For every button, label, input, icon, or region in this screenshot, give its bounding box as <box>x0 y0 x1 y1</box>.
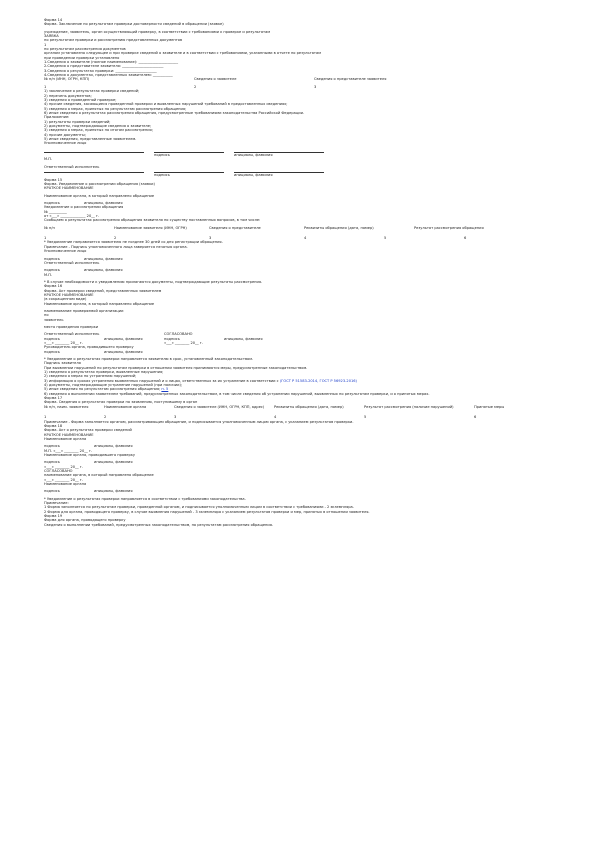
intro-line: 1 <box>44 42 47 47</box>
form-15-intro: Сообщаем о результатах рассмотрения обращения заявителя по существу поставленных вопросов, в том числе: <box>44 218 261 223</box>
notes-line: При выявлении нарушений по результатам проверки в отношении заявителя принимаются меры, предусмотренные законодательством. <box>44 365 308 370</box>
signature-caption: подпись <box>164 336 180 341</box>
form-18-line: «___» ________ 20__ г. <box>44 477 83 482</box>
signature-caption: инициалы, фамилия <box>84 268 123 273</box>
signature-caption: подпись <box>154 152 170 157</box>
table-cell: 5 <box>384 236 387 241</box>
table-header-cell: Сведения о заявителе (ИНН, ОГРН, КПП, адрес) <box>174 404 265 409</box>
item-line: 3.Сведения о результатах проверки: _______________________ <box>44 68 157 73</box>
intro-line: при проведении проверки установлено <box>44 55 120 60</box>
table-header-cell: Наименование органа <box>104 404 147 409</box>
signature-caption: Ответственный исполнитель <box>44 164 100 169</box>
signature-caption: подпись <box>44 349 60 354</box>
notes-line: 6) сведения о выполнении заявителем требований, предусмотренных законодательством, в том числе сведения об устранении нарушений, выявленных по результатам проверки, и о принятых мерах. <box>44 391 430 396</box>
form-15-subtitle: Форма. Уведомление о рассмотрении обращения (заявки) <box>44 182 155 187</box>
form-18-line: Наименование органа <box>44 481 87 486</box>
form-18-line: СОГЛАСОВАНО <box>44 468 73 473</box>
item-line: 1.Сведения о заявителе (полное наименование): ______________________ <box>44 60 178 65</box>
form-18-subtitle: Форма. Акт о результатах проверки сведений <box>44 428 132 433</box>
signature-caption: подпись <box>44 268 60 273</box>
form-15-note: Примечание - Подпись уполномоченного лица заверяется печатью органа. <box>44 244 188 249</box>
form-15-code: КРАТКОЕ НАИМЕНОВАНИЕ <box>44 186 94 191</box>
notes-text: 5) иные сведения по результатам рассмотрения обращения; <box>44 387 161 392</box>
table-cell: 3 <box>314 84 317 89</box>
signature-caption: Ответственный исполнитель <box>44 332 100 337</box>
intro-line: ЗАЯВКА <box>44 34 59 39</box>
tail-line: Сведения о выполнении требований, предусмотренных законодательством, по результатам рассмотрения обращения. <box>44 522 274 527</box>
signature-caption: Ответственный исполнитель <box>44 260 100 265</box>
list-item: 1) заключение о результатах проверки сведений; <box>44 89 140 94</box>
signature-caption: подпись <box>44 444 60 449</box>
notes-line: 4) документы, подтверждающие устранение нарушений (при наличии); <box>44 383 183 388</box>
table-header-cell: Сведения о заявителе <box>194 77 237 82</box>
signature-caption: инициалы, фамилия <box>84 201 123 206</box>
list-item: 6) иные сведения о результатах рассмотрения обращения, предусмотренные требованиями законодательства Российской Федерации. <box>44 110 305 115</box>
table-cell: 1 <box>44 84 47 89</box>
table-3-numbers <box>44 415 551 419</box>
signature-caption: инициалы, фамилия <box>94 489 133 494</box>
list-item: 4) прочие сведения, касающиеся проведенной проверки и выявленных нарушений требований в предоставленных сведениях; <box>44 102 288 107</box>
form-16-line: место проведения проверки <box>44 324 99 329</box>
form-16-heading: Форма 16 <box>44 284 63 289</box>
form-14-subtitle: Форма. Заключение по результатам проверки достоверности сведений в обращении (заявке) <box>44 22 224 27</box>
form-16-line: заявитель <box>44 317 64 322</box>
form-15-line: Уведомление о рассмотрении обращения <box>44 205 124 210</box>
tail-line: Форма для органа, проводящего проверку <box>44 518 126 523</box>
form-19-heading: Форма 19 <box>44 514 63 519</box>
signature-caption: подпись <box>154 173 170 178</box>
list-item: 3) сведения о проведенной проверке; <box>44 97 117 102</box>
signature-caption: инициалы, фамилия <box>104 349 143 354</box>
form-17-note: Примечание - Форма заполняется органом, рассматривающим обращение, и подписывается уполномоченным лицом органа, с указанием результатов проверки. <box>44 419 354 424</box>
signature-caption: инициалы, фамилия <box>94 444 133 449</box>
table-cell: 4 <box>304 236 307 241</box>
signature-caption: Уполномоченное лицо <box>44 249 87 254</box>
signature-org: Уполномоченное лицо <box>44 141 87 146</box>
notes-line: 2) сведения о мерах по устранению нарушений; <box>44 374 137 379</box>
stamp-mark: М.П. <box>44 272 53 277</box>
signature-caption: подпись <box>44 256 60 261</box>
form-17-subtitle: Форма. Сведения о результатах проверки по заявлению, поступившему в орган <box>44 400 198 405</box>
form-15-line: от «___» ______________ 20__ г. <box>44 214 100 219</box>
table-header-cell: Наименование заявителя (ИНН, ОГРН) <box>114 225 187 230</box>
attach-item: 1) результаты проверки сведений; <box>44 119 111 124</box>
table-header-cell: Результат рассмотрения (наличие нарушений) <box>364 404 454 409</box>
tail-line: * Уведомление о результатах проверки направляется в соответствии с требованиями законодательства. <box>44 496 246 501</box>
table-1-header <box>44 77 551 81</box>
notes-line: 1) сведения о результатах проверки, выявленные нарушения; <box>44 370 164 375</box>
date-line: «___» ________ 20__ г. <box>164 341 203 345</box>
attach-label: Приложение: <box>44 115 70 120</box>
table-cell: 2 <box>194 84 197 89</box>
form-15-note: * Уведомление направляется заявителю не позднее 30 дней со дня регистрации обращения. <box>44 240 223 245</box>
list-item: 2) перечень документов; <box>44 93 92 98</box>
intro-line: учреждение, заявитель, орган осуществляющий проверку, в соответствии с требованиями к проверке и результатам <box>44 29 271 34</box>
form-18-heading: Форма 18 <box>44 423 63 428</box>
signature-caption: подпись <box>44 460 60 465</box>
signature-caption: инициалы, фамилия <box>224 336 263 341</box>
form-15-heading: Форма 15 <box>44 177 63 182</box>
table-header-cell: № п/п, наим. заявителя <box>44 404 89 409</box>
form-16-line: Наименование органа, в который направлено обращение <box>44 301 155 306</box>
attach-item: 3) сведения о мерах, принятых по итогам рассмотрения; <box>44 128 153 133</box>
form-16-line: наименование проверяемой организации <box>44 308 124 313</box>
clause-link[interactable]: п. 5 <box>161 387 169 392</box>
table-header-cell: Результат рассмотрения обращения <box>414 225 484 230</box>
date-line: «___» ________ 20__ г. <box>44 341 83 345</box>
table-cell: 5 <box>364 415 367 420</box>
form-18-line: наименование органа, в который направлено обращение <box>44 473 154 478</box>
table-cell: 6 <box>474 415 477 420</box>
form-16-subtitle: Форма. Акт проверки сведений, представленных заявителем <box>44 288 162 293</box>
form-15-footnote: * В случае необходимости к уведомлению прилагаются документы, подтверждающие результаты рассмотрения. <box>44 279 263 284</box>
table-header-cell: № п/п (ИНН, ОГРН, КПП) <box>44 77 90 82</box>
signature-caption: инициалы, фамилия <box>234 173 273 178</box>
table-cell: 2 <box>114 236 117 241</box>
table-header-cell: Реквизиты обращения (дата, номер) <box>274 404 344 409</box>
signature-caption: инициалы, фамилия <box>84 256 123 261</box>
stamp-mark: М.П. <box>44 157 53 162</box>
signature-caption: инициалы, фамилия <box>104 336 143 341</box>
table-header-cell: № п/п <box>44 225 55 230</box>
intro-line: по результатам рассмотрения документов <box>44 47 126 52</box>
form-16-code: (в сокращенном виде) <box>44 297 87 302</box>
form-18-line: М.П. «___» ________ 20__ г. <box>44 448 93 453</box>
notes-line: * Уведомление о результатах проверки направляется заявителю в срок, установленный законодательством. <box>44 357 254 362</box>
table-cell: 4 <box>274 415 277 420</box>
table-cell: 1 <box>44 236 47 241</box>
signature-caption: подпись <box>44 489 60 494</box>
signature-caption: подпись <box>44 336 60 341</box>
table-3-header <box>44 405 551 409</box>
item-line: 2.Сведения о представителе заявителя: _______________________ <box>44 64 164 69</box>
table-2-header <box>44 226 551 230</box>
notes-line: Подпись заявителя <box>44 361 81 366</box>
intro-line: по результатам проверки и рассмотрению представленных документов <box>44 38 183 43</box>
attach-item: 2) документы, подтверждающие сведения о заявителе; <box>44 123 152 128</box>
form-15-line: № __________ <box>44 209 67 214</box>
attach-item: 4) прочие документы; <box>44 132 86 137</box>
table-cell: 6 <box>464 236 467 241</box>
list-item: 5) сведения о мерах, принятых по результатам рассмотрения обращения; <box>44 106 187 111</box>
form-16-bottom: Руководитель органа, проводившего проверку <box>44 345 134 350</box>
tail-line: 2 Форма для органа, проводящего проверку, в случае выявления нарушений - 3 экземпляра с указанием результатов проверки и мер, принятых в отношении заявителя. <box>44 509 370 514</box>
standard-link[interactable]: (ГОСТ Р 51583-2014, ГОСТ Р 56923-2016) <box>279 378 357 383</box>
attach-item: 5) иные сведения, представленные заявителем. <box>44 136 137 141</box>
intro-line: органом установлено следующее и при проверке сведений о заявителе и в соответствии с требованиями, указанными в отчете по результатам <box>44 51 321 56</box>
form-15-line: Наименование органа, в который направлено обращение <box>44 193 155 198</box>
table-cell: 3 <box>209 236 212 241</box>
table-cell: 2 <box>104 415 107 420</box>
form-18-line: «___» ________ 20__ г. <box>44 464 83 469</box>
form-14-heading: Форма 14 <box>44 18 63 22</box>
form-18-code: КРАТКОЕ НАИМЕНОВАНИЕ <box>44 432 94 437</box>
table-header-cell: Сведения о представителе <box>209 225 261 230</box>
form-16-line: по <box>44 313 49 318</box>
notes-text: 3) информация о сроках устранения выявленных нарушений и о лицах, ответственных за их устранение в соответствии с <box>44 378 279 383</box>
table-header-cell: Принятые меры <box>474 404 505 409</box>
tail-line: 1 Форма заполняется по результатам проверки, проведенной органом, и подписывается уполномоченным лицом в соответствии с требованиями - 2 экземпляра. <box>44 505 354 510</box>
table-header-cell: Сведения о представителе заявителя <box>314 77 387 82</box>
form-17-heading: Форма 17 <box>44 396 63 401</box>
signature-caption: инициалы, фамилия <box>234 152 273 157</box>
signature-caption: СОГЛАСОВАНО <box>164 332 193 337</box>
form-18-line: Наименование органа <box>44 436 87 441</box>
form-16-code: КРАТКОЕ НАИМЕНОВАНИЕ <box>44 292 94 297</box>
table-cell: 1 <box>44 415 47 420</box>
form-18-line: Наименование органа, проводившего проверку <box>44 452 136 457</box>
table-header-cell: Реквизиты обращения (дата, номер) <box>304 225 374 230</box>
signature-caption: подпись <box>44 201 60 206</box>
item-line: 4.Сведения о документах, представленных заявителем: ___________ <box>44 73 173 78</box>
table-cell: 3 <box>174 415 177 420</box>
tail-line: Примечание: <box>44 501 69 505</box>
signature-caption: инициалы, фамилия <box>94 460 133 465</box>
